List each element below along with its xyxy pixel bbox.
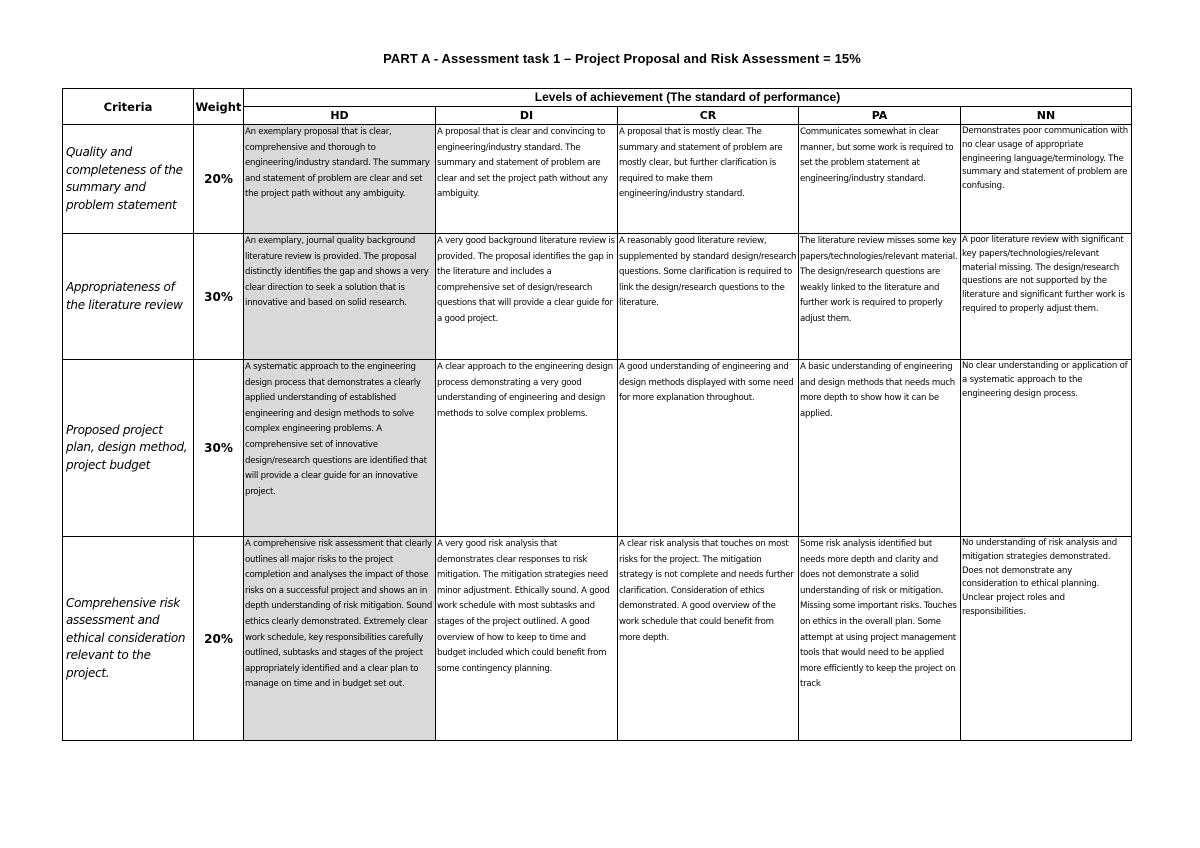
di-descriptor-cell: A proposal that is clear and convincing to engineering/industry standard. The summary and statement of problem are clear and set the project path without any ambiguity.: [436, 125, 618, 234]
header-row-top: [63, 89, 1132, 107]
pa-descriptor-cell: Communicates somewhat in clear manner, but some work is required to set the problem statement at engineering/industry standard.: [799, 125, 961, 234]
pa-descriptor-cell: A basic understanding of engineering and design methods that needs much more depth to show how it can be applied.: [799, 360, 961, 537]
criterion-cell: Appropriateness of the literature review: [63, 234, 194, 360]
header-level-cr: CR: [618, 107, 799, 125]
di-descriptor-cell: A clear approach to the engineering design process demonstrating a very good understanding of engineering and design methods to solve complex problems.: [436, 360, 618, 537]
nn-descriptor-cell: Demonstrates poor communication with no clear usage of appropriate engineering language/terminology. The summary and statement of problem are confusing.: [961, 125, 1132, 234]
header-levels-title: Levels of achievement (The standard of performance): [244, 89, 1132, 107]
cr-descriptor-cell: A clear risk analysis that touches on most risks for the project. The mitigation strategy is not complete and needs further clarification. Consideration of ethics demonstrated. A good overview of the work schedule that could benefit from more depth.: [618, 537, 799, 741]
hd-descriptor-cell: A comprehensive risk assessment that clearly outlines all major risks to the project completion and analyses the impact of those risks on a successful project and shows an in depth understanding of risk mitigation. Sound ethics clearly demonstrated. Extremely clear work schedule, key responsibilities carefully outlined, subtasks and stages of the project appropriately identified and a clear plan to manage on time and in budget set out.: [244, 537, 436, 741]
header-weight: Weight: [194, 89, 244, 125]
header-level-di: DI: [436, 107, 618, 125]
table-row: [63, 537, 1132, 741]
header-criteria: Criteria: [63, 89, 194, 125]
header-level-nn: NN: [961, 107, 1132, 125]
hd-descriptor-cell: A systematic approach to the engineering design process that demonstrates a clearly applied understanding of established engineering and design methods to solve complex engineering problems. A comprehensive set of innovative design/research questions are identified that will provide a clear guide for an innovative project.: [244, 360, 436, 537]
weight-cell: 20%: [194, 537, 244, 741]
cr-descriptor-cell: A good understanding of engineering and design methods displayed with some need for more explanation throughout.: [618, 360, 799, 537]
cr-descriptor-cell: A reasonably good literature review, supplemented by standard design/research questions. Some clarification is required to link the design/research questions to the literature.: [618, 234, 799, 360]
hd-descriptor-cell: An exemplary, journal quality background literature review is provided. The proposal distinctly identifies the gap and shows a very clear direction to seek a solution that is innovative and based on solid research.: [244, 234, 436, 360]
criterion-cell: Proposed project plan, design method, project budget: [63, 360, 194, 537]
di-descriptor-cell: A very good background literature review is provided. The proposal identifies the gap in the literature and includes a comprehensive set of design/research questions that will provide a clear guide for a good project.: [436, 234, 618, 360]
header-level-pa: PA: [799, 107, 961, 125]
table-row: [63, 125, 1132, 234]
table-row: [63, 360, 1132, 537]
criterion-cell: Comprehensive risk assessment and ethical consideration relevant to the project.: [63, 537, 194, 741]
nn-descriptor-cell: No understanding of risk analysis and mitigation strategies demonstrated. Does not demonstrate any consideration to ethical planning. Unclear project roles and responsibilities.: [961, 537, 1132, 741]
criterion-cell: Quality and completeness of the summary and problem statement: [63, 125, 194, 234]
weight-cell: 20%: [194, 125, 244, 234]
weight-cell: 30%: [194, 234, 244, 360]
assessment-rubric-table: [62, 88, 1132, 741]
header-level-hd: HD: [244, 107, 436, 125]
weight-cell: 30%: [194, 360, 244, 537]
page-title: PART A - Assessment task 1 – Project Proposal and Risk Assessment = 15%: [383, 51, 861, 66]
di-descriptor-cell: A very good risk analysis that demonstrates clear responses to risk mitigation. The mitigation strategies need minor adjustment. Ethically sound. A good work schedule with most subtasks and stages of the project outlined. A good overview of how to keep to time and budget included which could benefit from some contingency planning.: [436, 537, 618, 741]
cr-descriptor-cell: A proposal that is mostly clear. The summary and statement of problem are mostly clear, but further clarification is required to make them engineering/industry standard.: [618, 125, 799, 234]
hd-descriptor-cell: An exemplary proposal that is clear, comprehensive and thorough to engineering/industry standard. The summary and statement of problem are clear and set the project path without any ambiguity.: [244, 125, 436, 234]
table-row: [63, 234, 1132, 360]
nn-descriptor-cell: A poor literature review with significant key papers/technologies/relevant material missing. The design/research questions are not supported by the literature and significant further work is required to properly adjust them.: [961, 234, 1132, 360]
pa-descriptor-cell: The literature review misses some key papers/technologies/relevant material. The design/research questions are weakly linked to the literature and further work is required to properly adjust them.: [799, 234, 961, 360]
pa-descriptor-cell: Some risk analysis identified but needs more depth and clarity and does not demonstrate a solid understanding of risk or mitigation. Missing some important risks. Touches on ethics in the overall plan. Some attempt at using project management tools that would need to be applied more efficiently to keep the project on track: [799, 537, 961, 741]
nn-descriptor-cell: No clear understanding or application of a systematic approach to the engineering design process.: [961, 360, 1132, 537]
